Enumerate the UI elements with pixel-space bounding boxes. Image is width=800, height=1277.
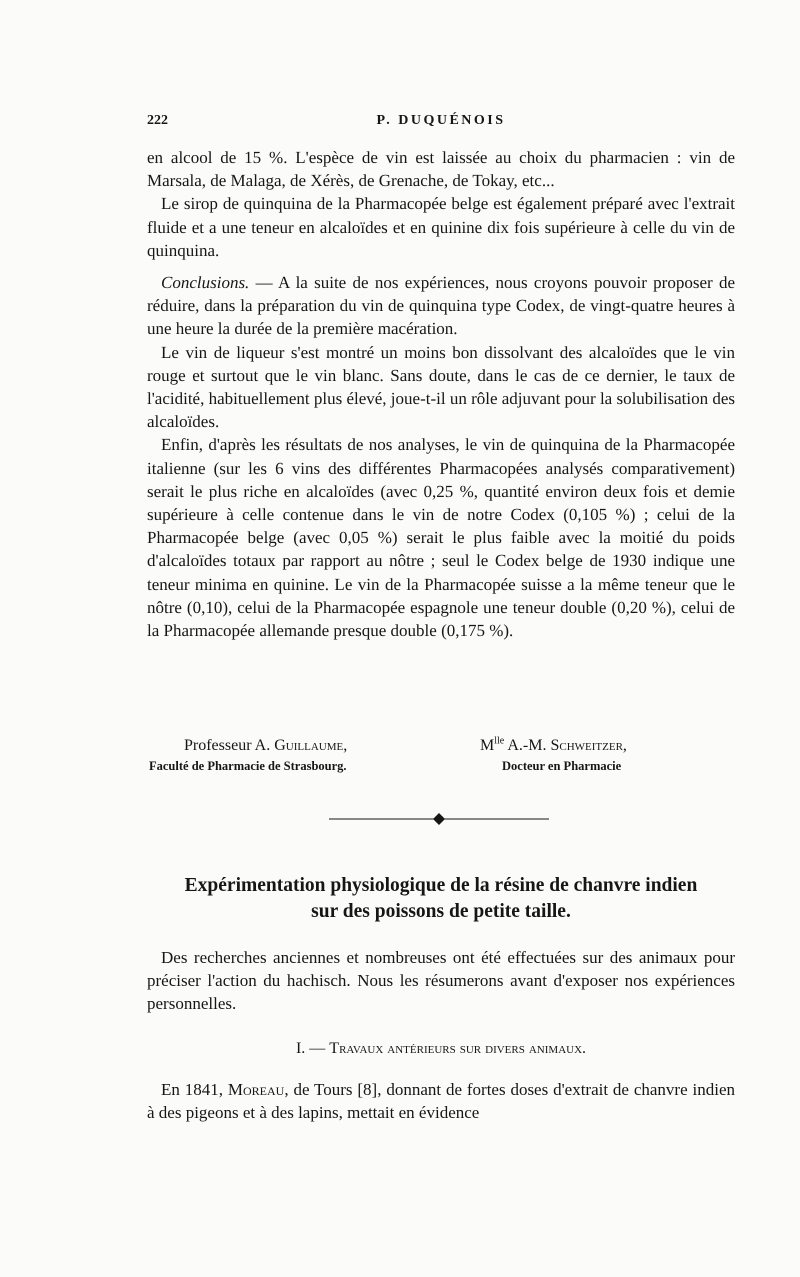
signatures bbox=[149, 735, 714, 781]
section-number: I. — bbox=[295, 1040, 330, 1057]
paragraph: en alcool de 15 %. L'espèce de vin est laissée au choix du pharmacien : vin de Marsala, de Malaga, de Xérès, de Grenache, de Tokay, etc... bbox=[147, 148, 735, 191]
paragraph-text: En 1841, bbox=[161, 1080, 228, 1099]
section-divider-ornament bbox=[329, 812, 549, 826]
signature-prefix: M bbox=[480, 737, 495, 754]
paragraph: Le sirop de quinquina de la Pharmacopée belge est également préparé avec l'extrait fluide et a une teneur en alcaloïdes et en quinine dix fois supérieure à celle du vin de quinquina. bbox=[147, 194, 735, 260]
article-body-continued bbox=[147, 146, 735, 642]
signature-title: Professeur A. bbox=[184, 737, 275, 754]
conclusions-label: Conclusions. bbox=[161, 273, 250, 293]
section-body bbox=[147, 1078, 735, 1124]
conclusions-paragraph bbox=[147, 271, 735, 341]
page-number: 222 bbox=[147, 113, 168, 128]
article-title bbox=[147, 873, 735, 925]
article-title-line: sur des poissons de petite taille. bbox=[311, 901, 571, 922]
paragraph-text: , de Tours [8], donnant de fortes doses d'extrait de chanvre indien à des pigeons et à des lapins, mettait en évidence bbox=[147, 1080, 735, 1123]
paragraph: Enfin, d'après les résultats de nos analyses, le vin de quinquina de la Pharmacopée italienne (sur les 6 vins des différentes Pharmacopées analysés comparativement) serait le plus riche en alcaloïdes (avec 0,25 %, quantité environ deux fois et demie supérieure à celle contenue dans le vin de notre Codex (0,105 %) ; celui de la Pharmacopée belge (avec 0,05 %) serait le plus faible avec la moitié du poids d'alcaloïdes totaux par rapport au nôtre ; seul le Codex belge de 1930 indique une teneur minima en quinine. Le vin de la Pharmacopée suisse a la même teneur que le nôtre (0,10), celui de la Pharmacopée espagnole une teneur double (0,20 %), celui de la Pharmacopée allemande presque double (0,175 %). bbox=[147, 435, 735, 641]
paragraph: Le vin de liqueur s'est montré un moins bon dissolvant des alcaloïdes que le vin rouge et surtout que le vin blanc. Sans doute, dans le cas de ce dernier, le taux de l'acidité, habituellement plus élevé, joue-t-il un rôle adjuvant pour la solubilisation des alcaloïdes. bbox=[147, 342, 735, 432]
signature-right bbox=[480, 737, 627, 774]
cited-author: Moreau bbox=[227, 1080, 285, 1099]
signature-left bbox=[149, 737, 348, 774]
signature-affiliation: Faculté de Pharmacie de Strasbourg. bbox=[149, 759, 347, 773]
signature-prefix-sup: lle bbox=[494, 735, 505, 747]
article-intro bbox=[147, 946, 735, 1016]
signature-initials: A.-M. bbox=[504, 737, 551, 754]
article-title-line: Expérimentation physiologique de la résine de chanvre indien bbox=[184, 875, 698, 896]
paragraph: Des recherches anciennes et nombreuses ont été effectuées sur des animaux pour préciser l'action du hachisch. Nous les résumerons avant d'exposer nos expériences personnelles. bbox=[147, 948, 735, 1014]
running-head-author: P. DUQUÉNOIS bbox=[376, 113, 506, 128]
signature-surname: Schweitzer, bbox=[550, 737, 627, 754]
section-heading bbox=[147, 1040, 735, 1058]
signature-name bbox=[184, 737, 347, 755]
conclusions-text: — A la suite de nos expériences, nous croyons pouvoir proposer de réduire, dans la préparation du vin de quinquina type Codex, de vingt-quatre heures à une heure la durée de la première macération. bbox=[147, 273, 735, 339]
section-title: Travaux antérieurs sur divers animaux. bbox=[329, 1040, 587, 1057]
signature-name bbox=[480, 737, 627, 755]
signature-surname: Guillaume, bbox=[274, 737, 348, 754]
signature-affiliation: Docteur en Pharmacie bbox=[502, 759, 622, 773]
paragraph bbox=[147, 1078, 735, 1124]
